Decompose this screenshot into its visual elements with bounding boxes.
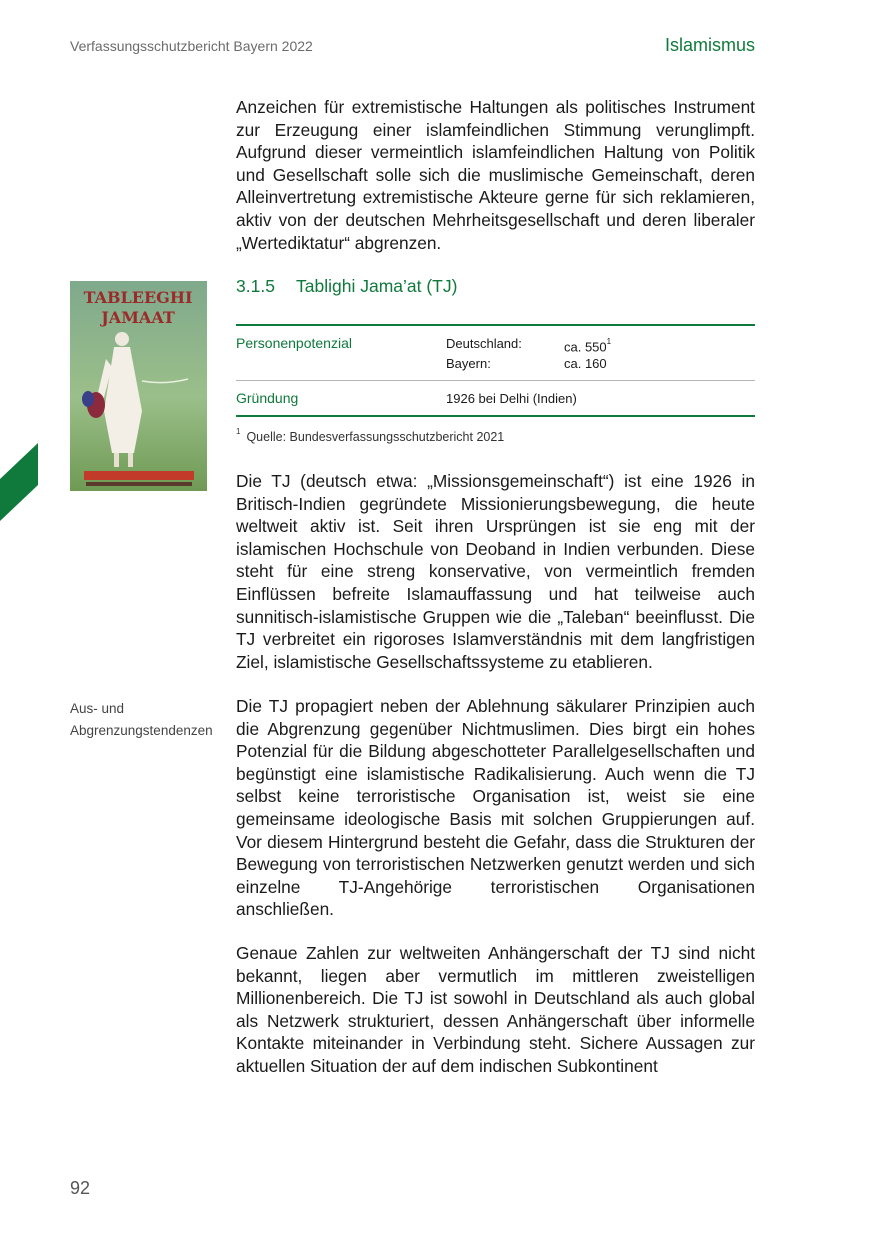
fact-key-bayern: Bayern: <box>446 356 491 372</box>
section-title: Tablighi Jama’at (TJ) <box>296 276 458 296</box>
footnote-reference: 1 <box>606 337 612 346</box>
fact-value-gruendung: 1926 bei Delhi (Indien) <box>446 391 577 407</box>
paragraph-tj-definition: Die TJ (deutsch etwa: „Missionsgemeinschaft“) ist eine 1926 in Britisch-Indien gegründete Missionierungsbewegung, die heute weltweit aktiv ist. Seit ihren Ursprüngen ist sie eng mit der islamischen Hochschule von Deoband in Indien verbunden. Diese steht für eine streng konservative, von vermeintlich fremden Einflüssen befreite Islamauffassung und hat teilweise auch sunnitisch-islamistische Gruppen wie die „Taleban“ beeinflusst. Die TJ verbreitet ein rigoroses Islamverständnis mit dem langfristigen Ziel, islamistische Gesellschaftssysteme zu etablieren. <box>236 471 755 672</box>
cover-title-line2: JAMAAT <box>101 308 175 327</box>
fact-table <box>236 324 755 417</box>
footnote-marker: 1 <box>236 427 241 436</box>
fact-value-deutschland: ca. 550 <box>564 339 607 355</box>
fact-label-gruendung: Gründung <box>236 390 299 407</box>
running-header-chapter: Islamismus <box>664 35 755 55</box>
chapter-tab-marker <box>0 443 38 521</box>
fact-value-bayern: ca. 160 <box>564 356 607 372</box>
fact-line-bayern <box>446 355 755 372</box>
running-header-title: Verfassungsschutzbericht Bayern 2022 <box>70 38 313 54</box>
paragraph-abgrenzung: Die TJ propagiert neben der Ablehnung säkularer Prinzipien auch die Abgrenzung gegenüber Nichtmuslimen. Dies birgt ein hohes Potenzial für die Bildung abgeschotteter Parallelgesellschaften und begünstigt eine islamistische Radikalisierung. Auch wenn die TJ selbst keine terroristische Organisation ist, weist sie eine gemeinsame ideologische Basis mit solchen Gruppierungen auf. Vor diesem Hintergrund besteht die Gefahr, dass die Strukturen der Bewegung von terroristischen Netzwerken genutzt werden und sich einzelne TJ-Angehörige terroristischen Organisationen anschließen. <box>236 696 755 920</box>
tablighi-jamaat-cover-image <box>70 281 207 491</box>
fact-key-deutschland: Deutschland: <box>446 336 522 351</box>
section-heading <box>236 276 457 297</box>
footnote-text: Quelle: Bundesverfassungsschutzbericht 2021 <box>246 430 505 445</box>
fact-row-gruendung <box>236 380 755 415</box>
footnote <box>236 429 504 444</box>
margin-note: Aus- und Abgrenzungstendenzen <box>70 701 213 738</box>
fact-line-deutschland <box>446 335 755 355</box>
page-number: 92 <box>70 1178 91 1198</box>
paragraph-anhaenger: Genaue Zahlen zur weltweiten Anhängerschaft der TJ sind nicht bekannt, liegen aber vermutlich im mittleren zweistelligen Millionenbereich. Die TJ ist sowohl in Deutschland als auch global als Netzwerk strukturiert, dessen Anhängerschaft über informelle Kontakte miteinander in Verbindung steht. Sichere Aussagen zur aktuellen Situation der auf dem indischen Subkontinent <box>236 943 755 1076</box>
fact-values-personen <box>446 335 755 372</box>
section-number: 3.1.5 <box>236 276 275 296</box>
fact-label-personen: Personenpotenzial <box>236 335 352 351</box>
paragraph-intro: Anzeichen für extremistische Haltungen als politisches Instrument zur Erzeugung einer islamfeindlichen Stimmung verunglimpft. Aufgrund dieser vermeintlich islamfeindlichen Haltung von Politik und Gesellschaft solle sich die muslimische Gemeinschaft, deren Alleinvertretung extremistische Akteure gerne für sich reklamieren, aktiv von der deutschen Mehrheitsgesellschaft und deren liberaler „Wertediktatur“ abgrenzen. <box>236 97 755 253</box>
fact-row-personen <box>236 326 755 380</box>
cover-title-line1: TABLEEGHI <box>83 288 193 307</box>
